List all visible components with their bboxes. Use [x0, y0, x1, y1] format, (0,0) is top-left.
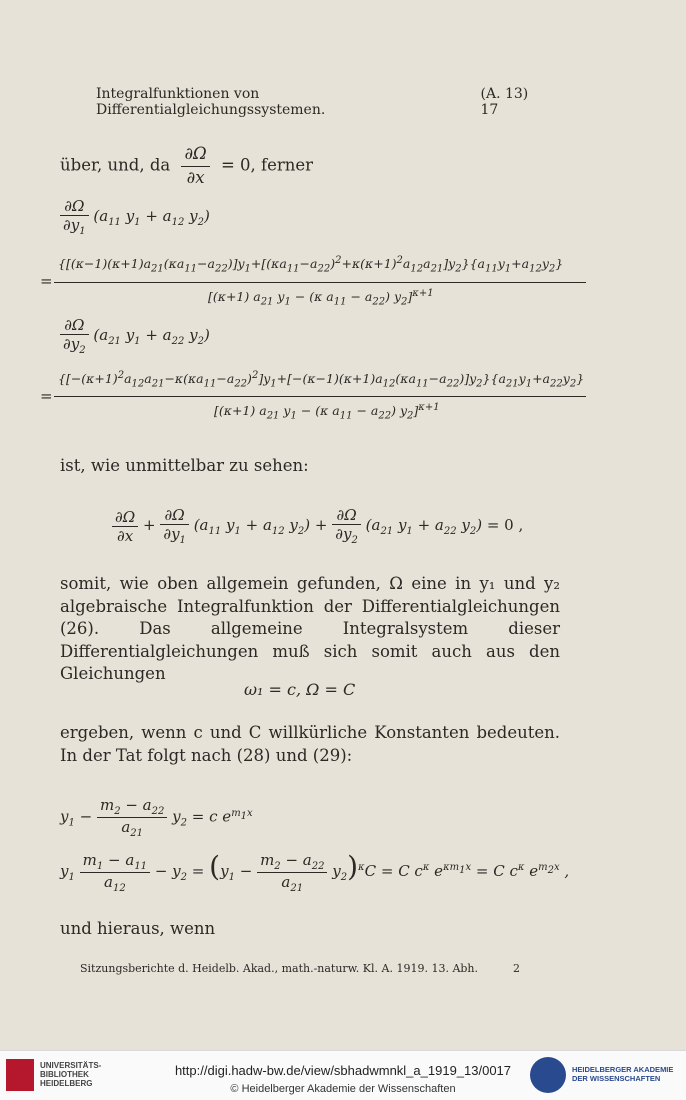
- equation-partial-y2: $\frac{\partial\Omega}{\partial y_2}$ ($a_{21}$ $y_1 + a_{22}$ $y_2$): [60, 316, 210, 356]
- equation-y1: $y_1$ − $\frac{m_2 - a_{22}}{a_{21}}$ $y_2 = c$ $e^{m_1x}$: [60, 796, 253, 839]
- equation-sum: $\frac{\partial\Omega}{\partial x}$ + $\frac{\partial\Omega}{\partial y_1}$ ($a_{11}$ $y_1 + a_{12}$ $y_2$) + $\frac{\partial\Omega}{\partial y_2}$ ($a_{21}$ $y_1 + a_{22}$ $y_2) = 0$ ,: [112, 506, 523, 546]
- paragraph-somit: somit, wie oben allgemein gefunden, Ω eine in y₁ und y₂ algebraische Integralfunktion der Differentialgleichungen (26). Das allgemeine Integralsystem dieser Differentialgleichungen muß sich somit auch aus den Gleichungen: [60, 574, 560, 683]
- line-ueber: über, und, da $\frac{\partial\Omega}{\partial x}$ = 0, ferner: [60, 144, 314, 187]
- equation-numerator-2: $\{[-(\kappa+1)^2a_{12}a_{21}-\kappa(\kappa a_{11}-a_{22})^2]y_1+[-(\kappa-1)(\kappa+1)a_{12}(\kappa a_{11}-a_{22})]y_2\}\{a_{21}y_1+a_{22}y_2\}$: [58, 370, 585, 390]
- running-header: [96, 86, 558, 118]
- academy-name: HEIDELBERGER AKADEMIE DER WISSENSCHAFTEN: [572, 1065, 674, 1083]
- equation-denominator-2: [(κ+1) $a_{21}$ $y_1 - (\kappa$ $a_{11} - a_{22}$) $y_2]^{\kappa+1}$: [214, 402, 440, 422]
- header-section: (A. 13): [480, 86, 529, 102]
- equation-denominator-1: [(κ+1) $a_{21}$ $y_1 - (\kappa$ $a_{11} - a_{22}$) $y_2]^{\kappa+1}$: [208, 288, 434, 308]
- copyright-notice: © Heidelberger Akademie der Wissenschaften: [230, 1083, 456, 1095]
- library-name: UNIVERSITÄTS- BIBLIOTHEK HEIDELBERG: [40, 1061, 102, 1088]
- equation-y2: $y_1$ $\frac{m_1 - a_{11}}{a_{12}}$ − $y_2 = (y_1$ − $\frac{m_2 - a_{22}}{a_{21}}$ $y_2)^\kappa C = C$ $c^\kappa$ $e^{\kappa m_1x} = C$ $c^\kappa$ $e^{m_2x}$ ,: [60, 850, 570, 894]
- header-title: Integralfunktionen von Differentialgleichungssystemen.: [96, 86, 326, 118]
- equation-omega: ω₁ = c, Ω = C: [244, 680, 356, 699]
- header-page-number: 17: [480, 102, 499, 118]
- page-footer: [80, 962, 520, 975]
- viewer-bar: [0, 1050, 686, 1100]
- permalink-url[interactable]: http://digi.hadw-bw.de/view/sbhadwmnkl_a_1919_13/0017: [174, 1063, 512, 1078]
- footer-citation: Sitzungsberichte d. Heidelb. Akad., math.-naturw. Kl. A. 1919. 13. Abh.: [80, 962, 479, 975]
- paragraph-ist: ist, wie unmittelbar zu sehen:: [60, 456, 309, 475]
- paragraph-ergeben: ergeben, wenn c und C willkürliche Konstanten bedeuten. In der Tat folgt nach (28) und (29):: [60, 723, 560, 765]
- footer-signature: 2: [513, 962, 520, 975]
- equation-numerator-1: $\{[(\kappa-1)(\kappa+1)a_{21}(\kappa a_{11}-a_{22})]y_1+[(\kappa a_{11}-a_{22})^2+\kappa(\kappa+1)^2a_{12}a_{21}]y_2\}\{a_{11}y_1+a_{12}y_2\}$: [58, 255, 564, 275]
- paragraph-hieraus: und hieraus, wenn: [60, 919, 216, 938]
- academy-seal-icon[interactable]: [530, 1057, 566, 1093]
- document-page: Integralfunktionen von Differentialgleichungssystemen. (A. 13) 17 über, und, da $\frac{\partial\Omega}{\partial x}$ = 0, ferner $\frac{\partial\Omega}{\partial y_1}$ ($a_{11}$ $y_1 + a_{12}$ $y_2$) $\{[(\kappa-1)(\kappa+1)a_{21}(\kappa a_{11}-a_{22})]y_1+[(\kappa a_{11}-a_{22})^2+\kappa(\kappa+1)^2a_{12}a_{21}]y_2\}\{a_{11}y_1+a_{12}y_2\}$ = [(κ+1) $a_{21}$ $y_1 - (\kappa$ $a_{11} - a_{22}$) $y_2]^{\kappa+1}$ $\frac{\partial\Omega}{\partial y_2}$ ($a_{21}$ $y_1 + a_{22}$ $y_2$) $\{[-(\kappa+1)^2a_{12}a_{21}-\kappa(\kappa a_{11}-a_{22})^2]y_1+[-(\kappa-1)(\kappa+1)a_{12}(\kappa a_{11}-a_{22})]y_2\}\{a_{21}y_1+a_{22}y_2\}$ = [(κ+1) $a_{21}$ $y_1 - (\kappa$ $a_{11} - a_{22}$) $y_2]^{\kappa+1}$ ist, wie unmittelbar zu sehen: $\frac{\partial\Omega}{\partial x}$ + $\frac{\partial\Omega}{\partial y_1}$ ($a_{11}$ $y_1 + a_{12}$ $y_2$) + $\frac{\partial\Omega}{\partial y_2}$ ($a_{21}$ $y_1 + a_{22}$ $y_2) = 0$ , somit, wie oben allgemein gefunden, Ω eine in y₁ und y₂ algebraische Integralfunktion der Differentialgleichungen (26). Das allgemeine Integralsystem dieser Differentialgleichungen muß sich somit auch aus den Gleichungen ω₁ = c, Ω = C ergeben, wenn c und C willkürliche Konstanten bedeuten. In der Tat folgt nach (28) und (29): $y_1$ − $\frac{m_2 - a_{22}}{a_{21}}$ $y_2 = c$ $e^{m_1x}$ $y_1$ $\frac{m_1 - a_{11}}{a_{12}}$ − $y_2 = (y_1$ − $\frac{m_2 - a_{22}}{a_{21}}$ $y_2)^\kappa C = C$ $c^\kappa$ $e^{\kappa m_1x} = C$ $c^\kappa$ $e^{m_2x}$ , und hieraus, wenn Sitzungsberichte d. Heidelb. Akad., math.-naturw. Kl. A. 1919. 13. Abh. 2: [0, 0, 686, 1050]
- equation-partial-y1: $\frac{\partial\Omega}{\partial y_1}$ ($a_{11}$ $y_1 + a_{12}$ $y_2$): [60, 197, 210, 237]
